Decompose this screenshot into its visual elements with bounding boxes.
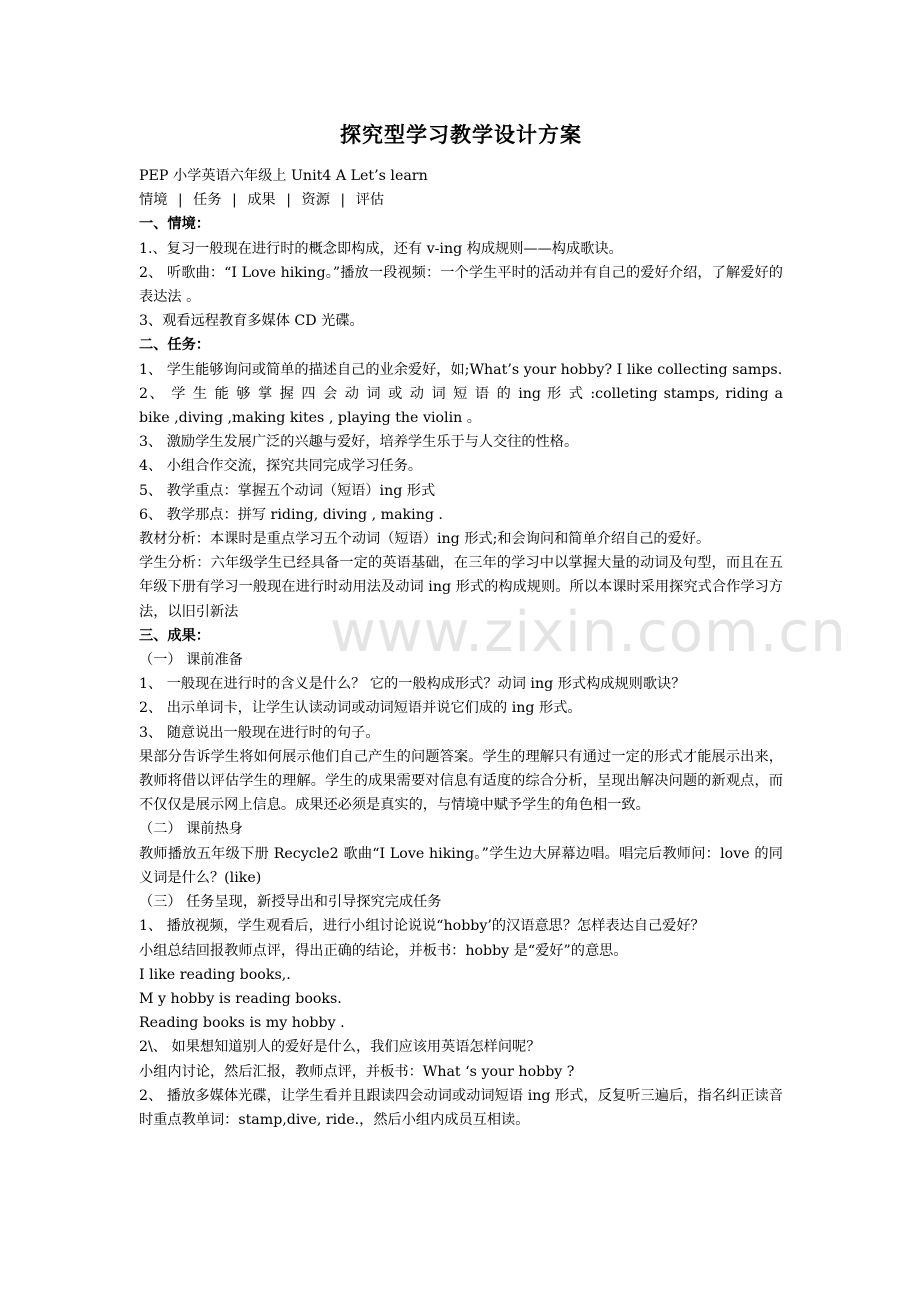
paragraph-line: 小组总结回报教师点评，得出正确的结论，并板书：hobby 是“爱好”的意思。	[139, 942, 628, 959]
paragraph-line: 3、观看远程教育多媒体 CD 光碟。	[139, 313, 364, 330]
paragraph-line: 1、 一般现在进行时的含义是什么？ 它的一般构成形式？动词 ing 形式构成规则歌诀？	[139, 676, 686, 693]
section-heading: 二、任务：	[139, 337, 210, 354]
paragraph-line: （一） 课前准备	[139, 652, 243, 669]
paragraph-line: 教材分析：本课时是重点学习五个动词（短语）ing 形式;和会询问和简单介绍自己的爱好。	[139, 531, 711, 548]
paragraph-line: 1、 播放视频，学生观看后，进行小组讨论说说“hobby’的汉语意思？怎样表达自己爱好？	[139, 918, 705, 935]
paragraph-line: 4、 小组合作交流，探究共同完成学习任务。	[139, 458, 423, 475]
paragraph-line: （二） 课前热身	[139, 821, 243, 838]
document-body	[139, 212, 783, 1132]
section-heading: 三、成果：	[139, 627, 210, 644]
document-page	[139, 118, 783, 1132]
paragraph-line: I like reading books,.	[139, 966, 291, 983]
paragraph-line: 2、 播放多媒体光碟，让学生看并且跟读四会动词或动词短语 ing 形式，反复听三遍后，指名纠正读音时重点教单词：stamp,dive, ride.，然后小组内成员互相读。	[139, 1087, 783, 1128]
paragraph-line: 小组内讨论，然后汇报，教师点评，并板书：What ‘s your hobby ?	[139, 1063, 575, 1080]
subtitle-line: PEP 小学英语六年级上 Unit4 A Let’s learn	[139, 168, 428, 184]
paragraph-line: bike ,diving ,making kites , playing the violin 。	[139, 410, 481, 427]
paragraph-line: （三） 任务呈现，新授导出和引导探究完成任务	[139, 894, 442, 911]
paragraph-line: 2、 出示单词卡，让学生认读动词或动词短语并说它们成的 ing 形式。	[139, 700, 582, 717]
paragraph-line: 3、 激励学生发展广泛的兴趣与爱好，培养学生乐于与人交往的性格。	[139, 434, 579, 451]
paragraph-line: 3、 随意说出一般现在进行时的句子。	[139, 724, 380, 741]
paragraph-line: 1.、复习一般现在进行时的概念即构成，还有 v-ing 构成规则——构成歌诀。	[139, 240, 623, 257]
paragraph-line: Reading books is my hobby .	[139, 1015, 345, 1032]
paragraph-line: 2、 学 生 能 够 掌 握 四 会 动 词 或 动 词 短 语 的 ing 形 式 :colleting stamps, riding a	[139, 385, 783, 402]
paragraph-line: 学生分析：六年级学生已经具备一定的英语基础，在三年的学习中以掌握大量的动词及句型，而且在五年级下册有学习一般现在进行时动用法及动词 ing 形式的构成规则。所以本课时采用探究式合作学习方法，以旧引新法	[139, 555, 783, 620]
paragraph-line: M y hobby is reading books.	[139, 990, 342, 1007]
section-heading: 一、情境：	[139, 216, 210, 233]
paragraph-line: 1、 学生能够询问或简单的描述自己的业余爱好，如;What’s your hobby? I like collecting samps.	[139, 361, 783, 378]
paragraph-line: 6、 教学那点：拼写 riding, diving , making .	[139, 506, 443, 523]
document-title: 探究型学习教学设计方案	[340, 122, 582, 147]
paragraph-line: 教师播放五年级下册 Recycle2 歌曲“I Love hiking。”学生边大屏幕边唱。唱完后教师问：love 的同义词是什么？(like)	[139, 845, 783, 886]
watermark: www.zixin.com.cn	[330, 600, 847, 665]
paragraph-line: 果部分告诉学生将如何展示他们自己产生的问题答案。学生的理解只有通过一定的形式才能展示出来，教师将借以评估学生的理解。学生的成果需要对信息有适度的综合分析，呈现出解决问题的新观点，而不仅仅是展示网上信息。成果还必须是真实的，与情境中赋予学生的角色相一致。	[139, 748, 783, 814]
paragraph-line: 5、 教学重点：掌握五个动词（短语）ing 形式	[139, 482, 436, 499]
paragraph-line: 2\、 如果想知道别人的爱好是什么，我们应该用英语怎样问呢？	[139, 1039, 541, 1056]
paragraph-line: 2、 听歌曲：“I Love hiking。”播放一段视频：一个学生平时的活动并有自己的爱好介绍，了解爱好的表达法 。	[139, 264, 783, 306]
section-nav: 情境 | 任务 | 成果 | 资源 | 评估	[139, 192, 385, 209]
